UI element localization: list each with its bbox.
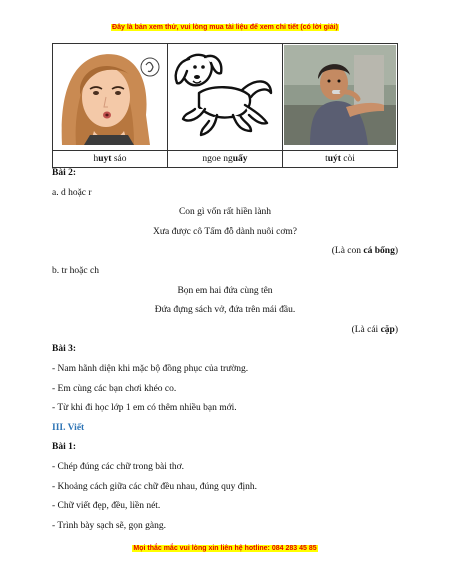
viet-bai1-title: Bài 1: (52, 442, 77, 453)
section-viet-heading: III. Viết (52, 422, 85, 433)
viet-item: - Trình bày sạch sẽ, gọn gàng. (52, 520, 166, 531)
bai3-item: - Nam hãnh diện khi mặc bộ đồng phục của trường. (52, 363, 249, 374)
cell-boy-whistle (283, 44, 398, 151)
bai2-b-label: b. tr hoặc ch (52, 265, 99, 276)
viet-item: - Chép đúng các chữ trong bài thơ. (52, 461, 185, 472)
caption-ngoe-nguay: ngoe nguấy (168, 151, 283, 168)
worksheet-content (52, 164, 398, 536)
top-banner-text: Đây là bản xem thử, vui lòng mua tài liệu để xem chi tiết (có lời giải) (112, 24, 338, 31)
viet-item: - Chữ viết đẹp, đều, liền nét. (52, 501, 161, 512)
bai2-a-label: a. d hoặc r (52, 187, 92, 198)
caption-huyt-sao: huyt sáo (53, 151, 168, 168)
caption-tuyt-coi: tuýt còi (283, 151, 398, 168)
cell-whistling-woman (53, 44, 168, 151)
cell-dog (168, 44, 283, 151)
bai3-item: - Em cùng các bạn chơi khéo co. (52, 383, 177, 394)
riddle-a-answer: (Là con cá bống) (331, 246, 398, 257)
running-dog-illustration (171, 47, 279, 143)
bottom-banner (0, 545, 450, 552)
viet-item: - Khoảng cách giữa các chữ đều nhau, đúng quy định. (52, 481, 257, 492)
riddle-b-line-1: Bọn em hai đứa cùng tên (177, 285, 273, 296)
illustration-table (52, 43, 398, 168)
riddle-b-line-2: Đứa đựng sách vở, đứa trên mái đầu. (154, 305, 296, 316)
riddle-b-answer: (Là cái cặp) (351, 324, 398, 335)
riddle-a-line-1: Con gì vốn rất hiền lành (178, 207, 272, 218)
riddle-a-line-2: Xưa được cô Tấm đỗ dành nuôi cơm? (153, 226, 297, 237)
top-banner (0, 24, 450, 31)
bai2-title: Bài 2: (52, 168, 77, 178)
bai3-item: - Từ khi đi học lớp 1 em có thêm nhiều bạn mới. (52, 403, 237, 414)
whistling-woman-illustration (54, 45, 166, 145)
bai3-title: Bài 3: (52, 344, 77, 355)
boy-with-whistle-photo (284, 45, 396, 145)
hotline-text: Mọi thắc mắc vui lòng xin liên hệ hotline: 084 283 45 85 (133, 545, 317, 552)
